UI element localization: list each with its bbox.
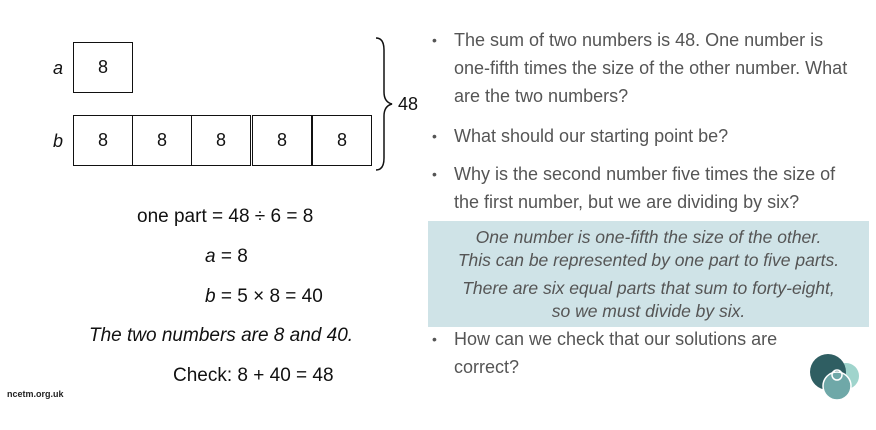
callout-line: One number is one-fifth the size of the other. [475,227,822,247]
callout-line: so we must divide by six. [551,301,746,321]
question-item [432,325,802,381]
conclusion: The two numbers are 8 and 40. [89,325,354,346]
label-b: b [53,131,64,151]
bar-b-cell: 8 [191,115,251,166]
question-list [432,26,862,216]
callout-line: There are six equal parts that sum to forty-eight, [462,278,835,298]
callout-line: This can be represented by one part to five parts. [457,250,840,270]
a-value: = 8 [215,246,248,267]
label-a: a [53,58,64,78]
a-variable: a [205,246,216,267]
question-text: How can we check that our solutions are correct? [454,329,778,377]
bullet-icon: • [432,128,437,144]
question-text: What should our starting point be? [454,126,729,146]
total-label: 48 [398,94,419,114]
a-equation [205,246,248,268]
question-item [432,26,862,110]
bar-b-cell: 8 [73,115,133,166]
ncetm-logo-icon [806,352,864,404]
b-value: = 5 × 8 = 40 [215,286,323,307]
footer-url: ncetm.org.uk [7,389,64,399]
bar-b-cell: 8 [252,115,312,166]
bar-b-cell: 8 [312,115,372,166]
question-item [432,122,862,150]
b-equation [205,286,323,308]
question-list-bottom [432,325,802,381]
one-part-equation: one part = 48 ÷ 6 = 8 [137,206,314,227]
bar-b-cell: 8 [132,115,192,166]
bullet-icon: • [432,331,437,347]
check-equation: Check: 8 + 40 = 48 [173,365,334,386]
b-variable: b [205,286,216,307]
question-text: Why is the second number five times the size of the first number, but we are dividing by six? [454,164,836,212]
question-text: The sum of two numbers is 48. One number is one-fifth times the size of the other number. What are the two numbers? [454,30,848,106]
explanation-callout [428,221,869,327]
bullet-icon: • [432,32,437,48]
question-item [432,160,862,216]
bullet-icon: • [432,166,437,182]
total-brace [374,36,398,174]
bar-a-cell: 8 [73,42,133,93]
